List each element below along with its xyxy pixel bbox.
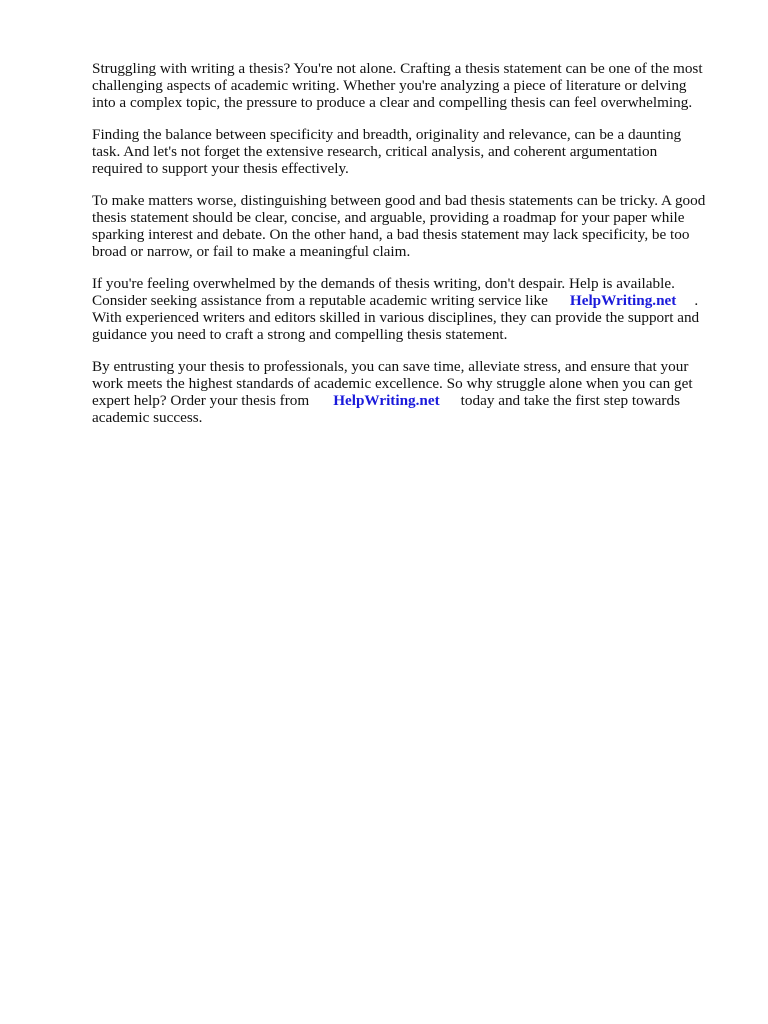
text-line: sparking interest and debate. On the other hand, a bad thesis statement may lack specificity, be too bbox=[92, 226, 690, 244]
text-line: To make matters worse, distinguishing between good and bad thesis statements can be tricky. A good bbox=[92, 191, 706, 209]
text-line: Struggling with writing a thesis? You're not alone. Crafting a thesis statement can be one of the most bbox=[92, 60, 703, 77]
text-line: required to support your thesis effectively. bbox=[92, 160, 349, 178]
text-line: If you're feeling overwhelmed by the demands of thesis writing, don't despair. Help is available. bbox=[92, 274, 675, 292]
text-line bbox=[92, 392, 726, 409]
text-line: challenging aspects of academic writing. Whether you're analyzing a piece of literature or delving bbox=[92, 77, 687, 95]
text-line: guidance you need to craft a strong and compelling thesis statement. bbox=[92, 326, 508, 344]
text-line: academic success. bbox=[92, 409, 203, 427]
text-line: broad or narrow, or fail to make a meaningful claim. bbox=[92, 243, 411, 261]
text-segment: Consider seeking assistance from a reputable academic writing service like bbox=[92, 291, 548, 309]
text-line: work meets the highest standards of academic excellence. So why struggle alone when you can get bbox=[92, 375, 693, 392]
text-line: thesis statement should be clear, concise, and arguable, providing a roadmap for your paper while bbox=[92, 208, 685, 226]
text-line: By entrusting your thesis to professionals, you can save time, alleviate stress, and ensure that your bbox=[92, 357, 689, 375]
paragraph-5 bbox=[92, 358, 726, 427]
text-segment: . bbox=[694, 291, 699, 309]
text-line: into a complex topic, the pressure to produce a clear and compelling thesis can feel overwhelming. bbox=[92, 94, 693, 112]
text-line: Finding the balance between specificity and breadth, originality and relevance, can be a daunting bbox=[92, 125, 682, 143]
helpwriting-link[interactable]: HelpWriting.net bbox=[333, 392, 440, 410]
document-page bbox=[92, 60, 726, 441]
text-segment: expert help? Order your thesis from bbox=[92, 392, 310, 410]
text-segment: today and take the first step towards bbox=[460, 392, 680, 410]
text-line: With experienced writers and editors skilled in various disciplines, they can provide the support and bbox=[92, 309, 700, 327]
paragraph-3 bbox=[92, 192, 726, 261]
paragraph-2 bbox=[92, 126, 726, 178]
helpwriting-link[interactable]: HelpWriting.net bbox=[569, 291, 677, 309]
paragraph-1 bbox=[92, 60, 726, 112]
paragraph-4 bbox=[92, 275, 726, 344]
text-line: task. And let's not forget the extensive research, critical analysis, and coherent argumentation bbox=[92, 143, 658, 161]
text-line bbox=[92, 292, 726, 309]
